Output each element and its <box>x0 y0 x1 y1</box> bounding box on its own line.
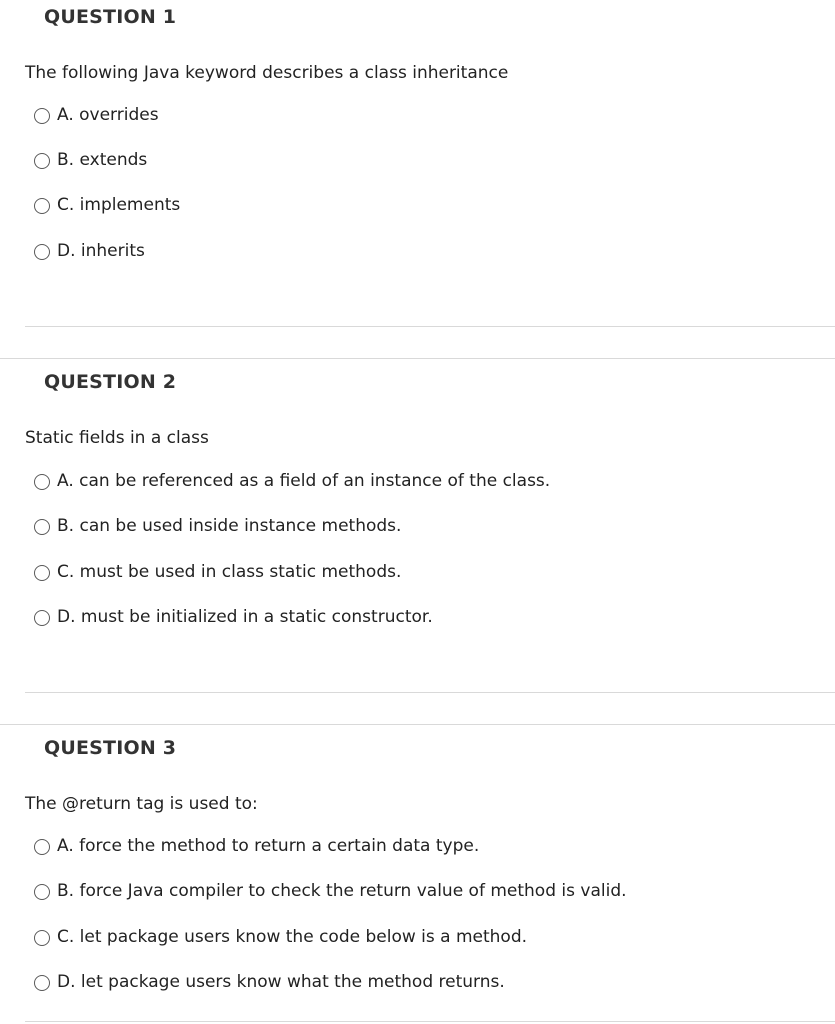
question-prompt: The following Java keyword describes a class inheritance <box>25 63 509 83</box>
option-label: A. overrides <box>57 105 159 125</box>
radio-button-icon[interactable] <box>34 474 50 490</box>
option-d[interactable] <box>34 241 145 261</box>
option-label: D. must be initialized in a static constructor. <box>57 607 433 627</box>
question-prompt: Static fields in a class <box>25 428 209 448</box>
option-d[interactable] <box>34 972 505 992</box>
divider <box>25 326 835 327</box>
radio-button-icon[interactable] <box>34 153 50 169</box>
divider <box>0 358 835 359</box>
divider <box>25 1021 835 1022</box>
option-label: B. extends <box>57 150 148 170</box>
option-b[interactable] <box>34 881 627 901</box>
option-c[interactable] <box>34 195 180 215</box>
radio-button-icon[interactable] <box>34 884 50 900</box>
radio-button-icon[interactable] <box>34 108 50 124</box>
question-prompt: The @return tag is used to: <box>25 794 258 814</box>
option-label: A. can be referenced as a field of an instance of the class. <box>57 471 551 491</box>
radio-button-icon[interactable] <box>34 198 50 214</box>
question-title: QUESTION 1 <box>44 6 177 28</box>
divider <box>25 692 835 693</box>
radio-button-icon[interactable] <box>34 244 50 260</box>
option-b[interactable] <box>34 150 147 170</box>
divider <box>0 724 835 725</box>
radio-button-icon[interactable] <box>34 610 50 626</box>
option-d[interactable] <box>34 607 433 627</box>
option-label: C. implements <box>57 195 181 215</box>
option-c[interactable] <box>34 927 527 947</box>
option-label: D. inherits <box>57 241 145 261</box>
radio-button-icon[interactable] <box>34 565 50 581</box>
radio-button-icon[interactable] <box>34 519 50 535</box>
option-label: B. can be used inside instance methods. <box>57 516 402 536</box>
option-a[interactable] <box>34 471 550 491</box>
question-title: QUESTION 2 <box>44 371 177 393</box>
radio-button-icon[interactable] <box>34 930 50 946</box>
option-b[interactable] <box>34 516 401 536</box>
option-a[interactable] <box>34 836 479 856</box>
option-c[interactable] <box>34 562 401 582</box>
option-a[interactable] <box>34 105 159 125</box>
option-label: C. must be used in class static methods. <box>57 562 402 582</box>
option-label: C. let package users know the code below is a method. <box>57 927 528 947</box>
option-label: A. force the method to return a certain data type. <box>57 836 480 856</box>
option-label: B. force Java compiler to check the return value of method is valid. <box>57 881 627 901</box>
radio-button-icon[interactable] <box>34 975 50 991</box>
question-title: QUESTION 3 <box>44 737 177 759</box>
radio-button-icon[interactable] <box>34 839 50 855</box>
option-label: D. let package users know what the method returns. <box>57 972 505 992</box>
